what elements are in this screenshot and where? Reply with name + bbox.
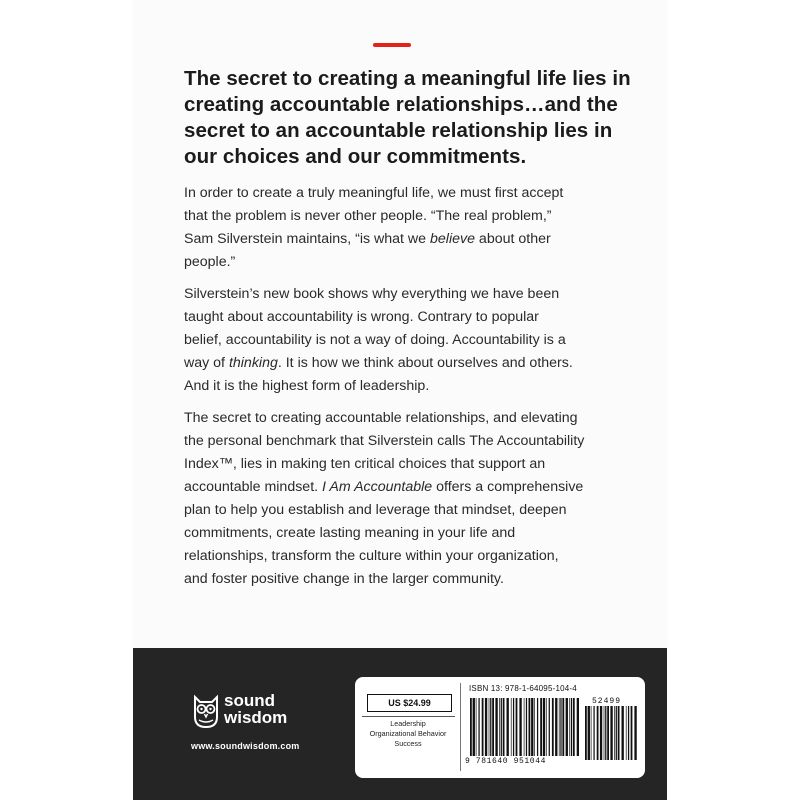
barcode-bar	[513, 698, 514, 756]
barcode-bar	[503, 698, 505, 756]
barcode-bar	[614, 706, 615, 760]
barcode-bar	[560, 698, 561, 756]
paragraph-line: In order to create a truly meaningful life, we must first accept	[184, 185, 564, 201]
panel-divider	[460, 683, 461, 771]
publisher-logo	[191, 692, 321, 737]
headline-line: secret to an accountable relationship lies in	[184, 119, 613, 142]
paragraph-line	[184, 228, 654, 251]
barcode-bar	[534, 698, 535, 756]
barcode-bar	[531, 698, 533, 756]
accent-rule	[373, 43, 411, 47]
barcode-bar	[626, 706, 627, 760]
category-item: Success	[394, 739, 422, 748]
barcode-bar	[552, 698, 554, 756]
headline-line: our choices and our commitments.	[184, 145, 527, 168]
barcode-bar	[591, 706, 592, 760]
paragraph-line: belief, accountability is not a way of doing. Accountability is a	[184, 332, 566, 348]
barcode-bar	[524, 698, 525, 756]
barcode-bar	[610, 706, 612, 760]
paragraph-line: commitments, create lasting meaning in your life and	[184, 525, 516, 541]
category-list	[360, 719, 456, 749]
barcode-bar	[571, 698, 572, 756]
barcode-bar	[526, 698, 527, 756]
price-addon-barcode	[584, 706, 639, 760]
barcode-bar	[622, 706, 624, 760]
text-run: accountable mindset.	[184, 479, 323, 495]
publisher-name-line: wisdom	[224, 708, 288, 727]
barcode-bar	[511, 698, 512, 756]
text-run: . It is how we think about ourselves and others.	[277, 355, 573, 371]
text-run: about other	[474, 231, 551, 247]
paragraph-line: Index™, lies in making ten critical choices that support an	[184, 456, 546, 472]
emphasis-thinking: thinking	[228, 355, 278, 371]
barcode-bar	[604, 706, 605, 760]
text-run: offers a comprehensive	[432, 479, 584, 495]
owl-icon	[191, 693, 221, 729]
barcode-bar	[482, 698, 484, 756]
paragraph-line	[184, 476, 654, 499]
paragraph-line: the personal benchmark that Silverstein calls The Accountability	[184, 433, 585, 449]
paragraph-line: The secret to creating accountable relationships, and elevating	[184, 410, 578, 426]
category-item: Leadership	[390, 719, 426, 728]
price-label: US $24.99	[367, 694, 452, 712]
paragraph-line: and foster positive change in the larger community.	[184, 571, 504, 587]
book-title: I Am Accountable	[322, 479, 433, 495]
barcode-bar	[478, 698, 479, 756]
barcode-bar	[540, 698, 542, 756]
price-divider	[362, 716, 455, 717]
barcode-bar	[543, 698, 545, 756]
barcode-bar	[607, 706, 609, 760]
headline-line: creating accountable relationships…and the	[184, 93, 618, 116]
paragraph-line: relationships, transform the culture within your organization,	[184, 548, 559, 564]
publisher-name	[224, 692, 287, 726]
emphasis-believe: believe	[430, 231, 475, 247]
barcode-bar	[562, 698, 564, 756]
isbn-label: ISBN 13: 978-1-64095-104-4	[469, 684, 577, 693]
barcode-bar	[588, 706, 590, 760]
barcode-bar	[585, 706, 587, 760]
headline-line: The secret to creating a meaningful life lies in	[184, 67, 631, 90]
barcode-bar	[489, 698, 490, 756]
paragraph-line: taught about accountability is wrong. Contrary to popular	[184, 309, 539, 325]
paragraph-line: Silverstein’s new book shows why everything we have been	[184, 286, 560, 302]
barcode-bar	[631, 706, 633, 760]
barcode-bar	[549, 698, 550, 756]
paragraph-3	[184, 407, 654, 591]
barcode-bar	[499, 698, 500, 756]
price-addon-digits: 52499	[592, 697, 622, 706]
text-run: way of	[184, 355, 229, 371]
paragraph-line: people.”	[184, 254, 236, 270]
barcode-bar	[569, 698, 570, 756]
barcode-bar	[546, 698, 547, 756]
publisher-name-line: sound	[224, 691, 275, 710]
barcode-bar	[628, 706, 629, 760]
paragraph-line: that the problem is never other people. “The real problem,”	[184, 208, 552, 224]
barcode-bar	[597, 706, 599, 760]
paragraph-line: plan to help you establish and leverage that mindset, deepen	[184, 502, 567, 518]
barcode-bar	[618, 706, 620, 760]
barcode-bar	[605, 706, 606, 760]
isbn-barcode	[469, 698, 579, 760]
barcode-bar	[519, 698, 521, 756]
barcode-bar	[495, 698, 497, 756]
barcode-bar	[529, 698, 531, 756]
barcode-bar	[490, 698, 491, 756]
barcode-bar	[577, 698, 579, 756]
paragraph-1	[184, 182, 654, 274]
barcode-bar	[473, 698, 475, 756]
barcode-bar	[559, 698, 560, 756]
barcode-bar	[566, 698, 568, 756]
barcode-bar	[555, 698, 557, 756]
barcode-bar	[573, 698, 575, 756]
text-run: Sam Silverstein maintains, “is what we	[184, 231, 431, 247]
barcode-bar	[516, 698, 518, 756]
barcode-bar	[507, 698, 509, 756]
category-item: Organizational Behavior	[369, 729, 447, 738]
publisher-website: www.soundwisdom.com	[191, 741, 300, 751]
barcode-bar	[501, 698, 502, 756]
headline	[184, 66, 644, 170]
paragraph-line	[184, 352, 654, 375]
barcode-bar	[476, 698, 477, 756]
barcode-bar	[616, 706, 617, 760]
barcode-bar	[470, 698, 472, 756]
barcode-bar	[485, 698, 487, 756]
paragraph-2	[184, 283, 654, 398]
barcode-bar	[600, 706, 602, 760]
barcode-bar	[537, 698, 538, 756]
barcode-bar	[634, 706, 636, 760]
barcode-bar	[492, 698, 494, 756]
paragraph-line: And it is the highest form of leadership.	[184, 378, 430, 394]
barcode-digits: 9 781640 951044	[465, 757, 547, 766]
barcode-bar	[593, 706, 594, 760]
